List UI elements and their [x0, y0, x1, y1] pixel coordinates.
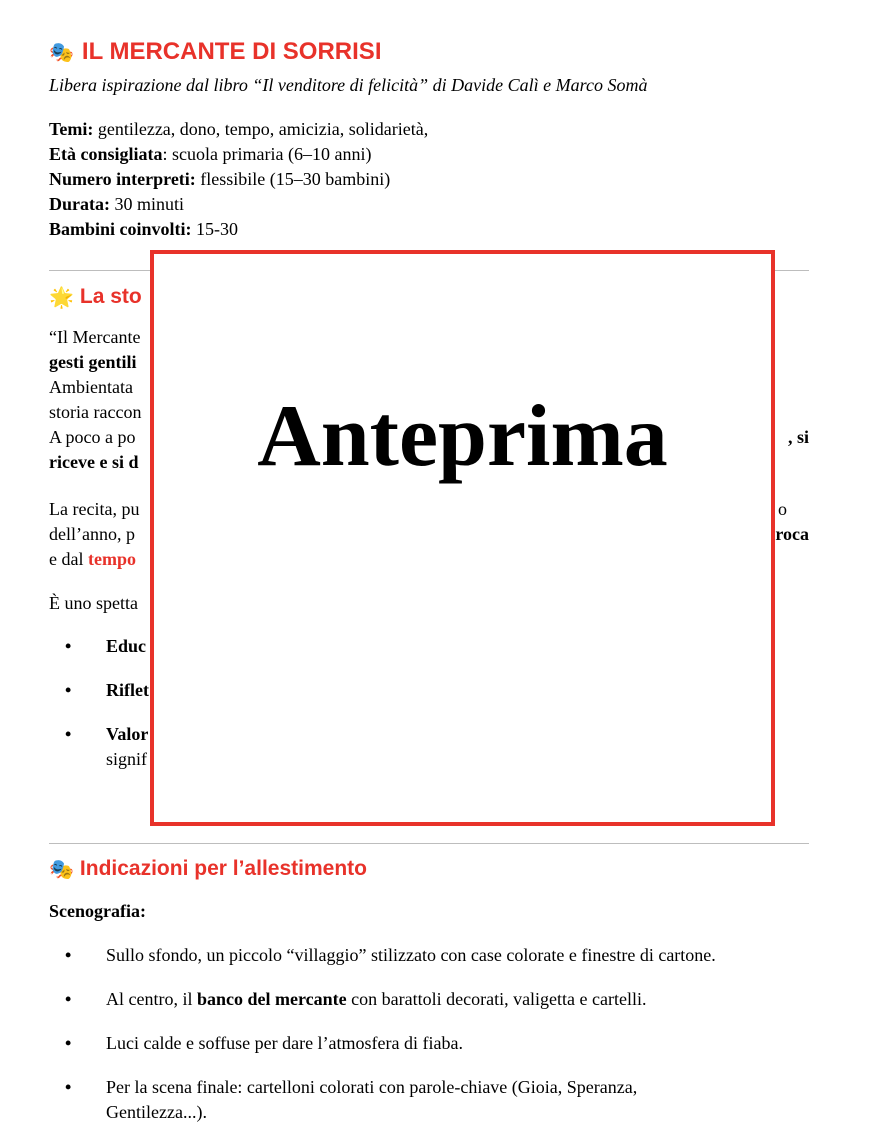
list-item: • Luci calde e soffuse per dare l’atmosfera di fiaba. — [65, 1033, 463, 1053]
staging-heading: 🎭 Indicazioni per l’allestimento — [49, 857, 367, 881]
meta-row: Bambini coinvolti: 15-30 — [49, 219, 239, 239]
theater-masks-icon: 🎭 — [49, 857, 74, 881]
story-paragraph-2: La recita, pu o dell’anno, p roca e dal tempo — [49, 499, 809, 569]
star-icon: 🌟 — [49, 285, 74, 309]
preview-overlay — [150, 250, 775, 826]
list-item: • Valor signif — [65, 724, 149, 769]
page-title-text: IL MERCANTE DI SORRISI — [81, 38, 382, 65]
story-paragraph-3: È uno spetta — [49, 593, 138, 613]
list-item: • Educ — [65, 636, 147, 656]
meta-row: Temi: gentilezza, dono, tempo, amicizia, solidarietà, — [49, 119, 429, 139]
meta-info — [49, 117, 428, 242]
meta-row: Durata: 30 minuti — [49, 194, 185, 214]
list-item: • Riflet — [65, 680, 149, 700]
story-heading: 🌟 La sto — [49, 285, 142, 309]
list-item: • Al centro, il banco del mercante con barattoli decorati, valigetta e cartelli. — [65, 989, 647, 1009]
preview-label: Anteprima — [257, 388, 668, 485]
section-divider — [49, 843, 809, 844]
story-paragraph-1: “Il Mercante gesti gentili Ambientata storia raccon A poco a po , si riceve e si d — [49, 327, 809, 472]
page-subtitle: Libera ispirazione dal libro “Il venditore di felicità” di Davide Calì e Marco Somà — [49, 75, 648, 95]
scenografia-label: Scenografia: — [49, 901, 146, 921]
page-title — [49, 36, 381, 68]
theater-masks-icon: 🎭 — [49, 40, 74, 64]
list-item: • Sullo sfondo, un piccolo “villaggio” stilizzato con case colorate e finestre di cartone. — [65, 945, 716, 965]
meta-row: Età consigliata: scuola primaria (6–10 anni) — [49, 144, 372, 164]
list-item: • Per la scena finale: cartelloni colorati con parole-chiave (Gioia, Speranza, Gentilezza...). — [65, 1077, 638, 1122]
meta-row: Numero interpreti: flessibile (15–30 bambini) — [49, 169, 391, 189]
